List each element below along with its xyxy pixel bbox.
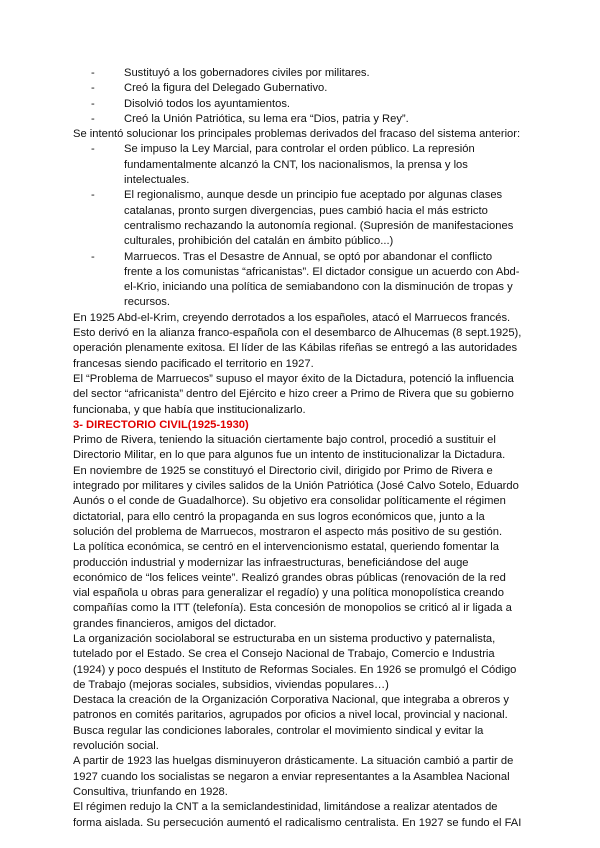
list-item [91, 97, 523, 112]
problems-list [73, 142, 523, 310]
paragraph-noviembre: En noviembre de 1925 se constituyó el Directorio civil, dirigido por Primo de Rivera e integrado por militares y civiles salidos de la Unión Patriótica (José Calvo Sotelo, Eduardo Aunós o el conde de Guadalhorce). Su objetivo era consolidar políticamente el régimen dictatorial, para ello centró la propaganda en sus logros económicos que, junto a la solución del problema de Marruecos, mostraron el aspecto más positivo de su gestión. [73, 464, 519, 538]
dash-marker: - [91, 143, 95, 156]
list-item-text: Se impuso la Ley Marcial, para controlar el orden público. La represión fundamentalmente alcanzó la CNT, los nacionalismos, la prensa y los intelectuales. [124, 143, 475, 187]
list-item [91, 66, 523, 81]
list-item-text: Marruecos. Tras el Desastre de Annual, se optó por abandonar el conflicto frente a los comunistas “africanistas”. El dictador consigue un acuerdo con Abd-el-Krio, iniciando una política de semiabandono con la disminución de tropas y recursos. [124, 250, 520, 309]
list-item [91, 142, 523, 188]
dash-marker: - [91, 97, 95, 110]
paragraph-sociolaboral: La organización sociolaboral se estructuraba en un sistema productivo y paternalista, tutelado por el Estado. Se crea el Consejo Nacional de Trabajo, Comercio e Industria (1924) y poco después el Instituto de Reformas Sociales. En 1926 se promulgó el Código de Trabajo (mejoras sociales, subsidios, viviendas populares…) [73, 632, 517, 691]
paragraph-1925: En 1925 Abd-el-Krim, creyendo derrotados a los españoles, atacó el Marruecos francés. Esto derivó en la alianza franco-española con el desembarco de Alhucemas (8 sept.1925), operación plenamente exitosa. El líder de las Kábilas rifeñas se entregó a las autoridades francesas siendo pacificado el territorio en 1927. [73, 311, 522, 370]
list-item-text: Creó la Unión Patriótica, su lema era “Dios, patria y Rey”. [124, 112, 409, 125]
paragraph-primo: Primo de Rivera, teniendo la situación ciertamente bajo control, procedió a sustituir el Directorio Militar, en lo que para algunos fue un intento de institucionalizar la Dictadura. [73, 434, 506, 462]
list-item [91, 250, 523, 311]
dash-marker: - [91, 67, 95, 79]
dash-marker: - [91, 250, 95, 263]
document-body [73, 66, 523, 831]
list-item [91, 81, 523, 96]
list-item-text: Creó la figura del Delegado Gubernativo. [124, 82, 328, 95]
paragraph-corporativa: Destaca la creación de la Organización Corporativa Nacional, que integraba a obreros y patronos en comités paritarios, agrupados por oficios a nivel local, provincial y nacional. Busca regular las condiciones laborales, controlar el movimiento sindical y evitar la revolución social. [73, 694, 509, 753]
problems-intro: Se intentó solucionar los principales problemas derivados del fracaso del sistema anterior: [73, 128, 521, 141]
dash-marker: - [91, 82, 95, 95]
dash-marker: - [91, 189, 95, 202]
list-item [91, 188, 523, 249]
section-heading: 3- DIRECTORIO CIVIL(1925-1930) [73, 418, 249, 431]
reforms-list [73, 66, 523, 127]
dash-marker: - [91, 112, 95, 125]
paragraph-huelgas: A partir de 1923 las huelgas disminuyeron drásticamente. La situación cambió a partir de 1927 cuando los socialistas se negaron a enviar representantes a la Asamblea Nacional Consultiva, triunfando en 1928. [73, 755, 514, 798]
paragraph-cnt: El régimen redujo la CNT a la semiclandestinidad, limitándose a realizar atentados de forma aislada. Su persecución aumentó el radicalismo centralista. En 1927 se fundo el FAI [73, 801, 522, 829]
list-item-text: Sustituyó a los gobernadores civiles por militares. [124, 67, 370, 79]
list-item-text: El regionalismo, aunque desde un principio fue aceptado por algunas clases catalanas, pronto surgen divergencias, pues cambió hacia el más estricto centralismo rechazando la autonomía regional. (Supresión de manifestaciones culturales, prohibición del catalán en ámbito público...) [124, 189, 514, 248]
paragraph-marruecos: El “Problema de Marruecos” supuso el mayor éxito de la Dictadura, potenció la influencia del sector “africanista” dentro del Ejército e hizo creer a Primo de Rivera que su gobierno funcionaba, y que había que institucionalizarlo. [73, 372, 514, 416]
paragraph-economica: La política económica, se centró en el intervencionismo estatal, queriendo fomentar la producción industrial y modernizar las infraestructuras, beneficiándose del auge económico de “los felices veinte”. Realizó grandes obras públicas (renovación de la red vial española u obras para generalizar el regadío) y una política monopolística creando compañías como la ITT (telefonía). Esta concesión de monopolios se criticó al ir ligada a grandes financieros, amigos del dictador. [73, 541, 512, 630]
list-item-text: Disolvió todos los ayuntamientos. [124, 97, 291, 110]
list-item [91, 112, 523, 127]
